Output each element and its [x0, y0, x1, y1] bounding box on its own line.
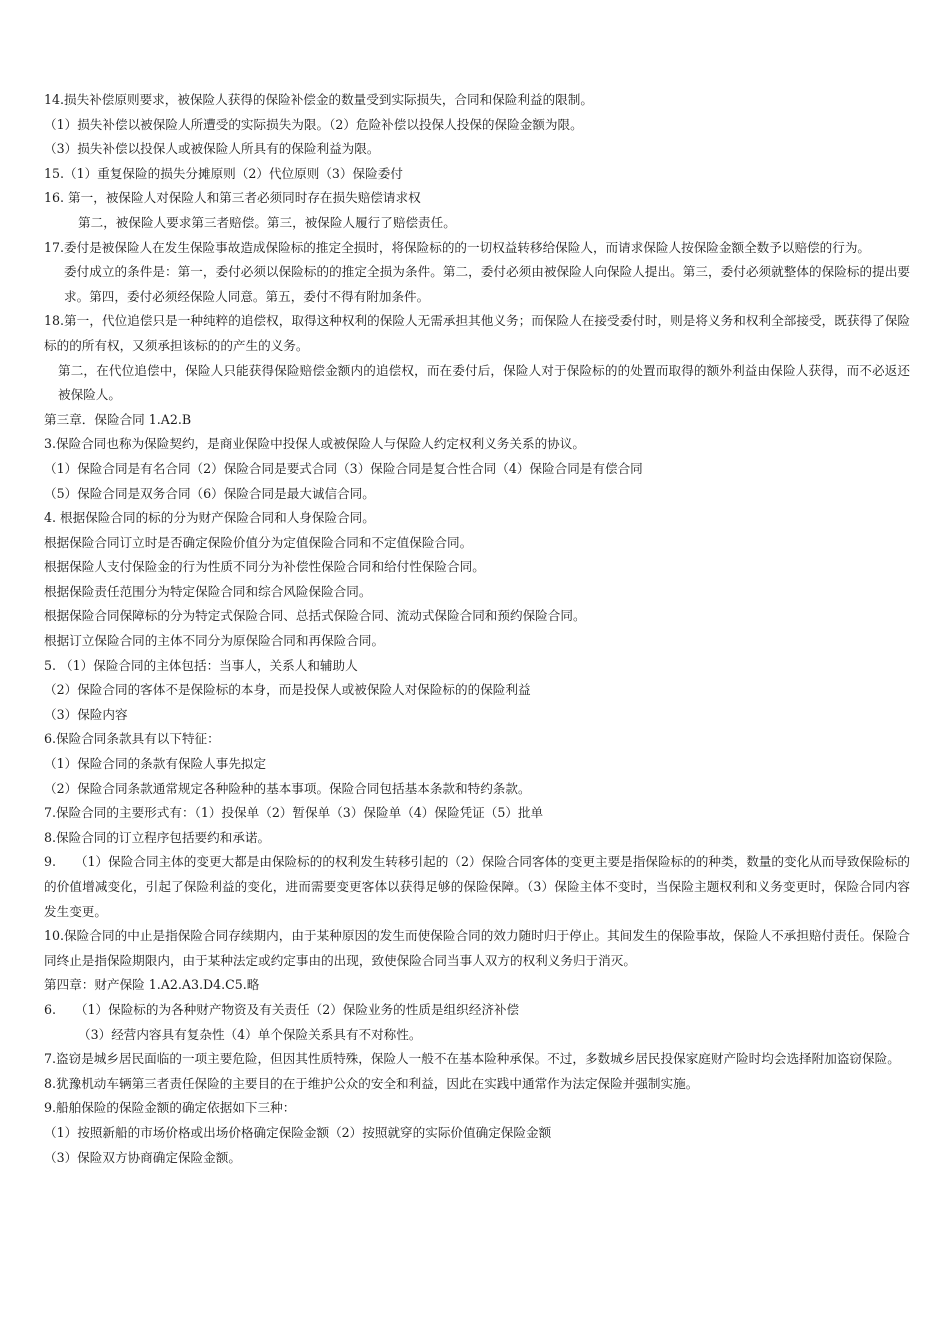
text-line: 根据保险合同保障标的分为特定式保险合同、总括式保险合同、流动式保险合同和预约保险合同。 — [44, 608, 586, 624]
text-line: 8.保险合同的订立程序包括要约和承诺。 — [44, 829, 271, 845]
text-line: 第三章．保险合同 1.A2.B — [44, 411, 192, 427]
text-line: 7.盗窃是城乡居民面临的一项主要危险，但因其性质特殊，保险人一般不在基本险种承保。不过，多数城乡居民投保家庭财产险时均会选择附加盗窃保险。 — [44, 1051, 900, 1067]
text-line: （1）按照新船的市场价格或出场价格确定保险金额（2）按照就穿的实际价值确定保险金额 — [44, 1124, 552, 1140]
text-line: （3）保险双方协商确定保险金额。 — [44, 1149, 241, 1165]
text-line: （2）保险合同的客体不是保险标的本身，而是投保人或被保险人对保险标的的保险利益 — [44, 682, 531, 698]
text-line: （1）保险合同的条款有保险人事先拟定 — [44, 756, 267, 772]
text-line: 10.保险合同的中止是指保险合同存续期内，由于某种原因的发生而使保险合同的效力随时归于停止。其间发生的保险事故，保险人不承担赔付责任。保险合同终止是指保险期限内，由于某种法定或约定事由的出现，致使保险合同当事人双方的权利义务归于消灭。 — [44, 928, 910, 968]
text-line: 根据保险人支付保险金的行为性质不同分为补偿性保险合同和给付性保险合同。 — [44, 559, 485, 575]
text-line: 委付成立的条件是：第一，委付必须以保险标的的推定全损为条件。第二，委付必须由被保险人向保险人提出。第三，委付必须就整体的保险标的提出要求。第四，委付必须经保险人同意。第五，委付不得有附加条件。 — [64, 264, 910, 304]
text-line: 18.第一，代位追偿只是一种纯粹的追偿权，取得这种权利的保险人无需承担其他义务；而保险人在接受委付时，则是将义务和权利全部接受，既获得了保险标的的所有权，又须承担该标的的产生的义务。 — [44, 313, 910, 353]
text-line: 第二，被保险人要求第三者赔偿。第三，被保险人履行了赔偿责任。 — [78, 214, 456, 230]
text-line: （3）经营内容具有复杂性（4）单个保险关系具有不对称性。 — [78, 1026, 422, 1042]
text-line: 14.损失补偿原则要求，被保险人获得的保险补偿金的数量受到实际损失，合同和保险利益的限制。 — [44, 92, 593, 107]
text-line: 5. （1）保险合同的主体包括：当事人，关系人和辅助人 — [44, 657, 358, 673]
text-line: （3）保险内容 — [44, 706, 128, 722]
text-line: 7.保险合同的主要形式有：（1）投保单（2）暂保单（3）保险单（4）保险凭证（5）批单 — [44, 805, 544, 821]
text-line: 根据保险责任范围分为特定保险合同和综合风险保险合同。 — [44, 583, 372, 599]
text-line: 第四章：财产保险 1.A2.A3.D4.C5.略 — [44, 977, 260, 993]
text-line: 15.（1）重复保险的损失分摊原则（2）代位原则（3）保险委付 — [44, 165, 403, 181]
text-line: 6. （1）保险标的为各种财产物资及有关责任（2）保险业务的性质是组织经济补偿 — [44, 1001, 520, 1017]
text-line: 9.船舶保险的保险金额的确定依据如下三种： — [44, 1100, 296, 1116]
text-line: 根据保险合同订立时是否确定保险价值分为定值保险合同和不定值保险合同。 — [44, 534, 473, 550]
text-line: 第二，在代位追偿中，保险人只能获得保险赔偿金额内的追偿权，而在委付后，保险人对于保险标的的处置而取得的额外利益由保险人获得，而不必返还被保险人。 — [58, 362, 910, 403]
text-line: 根据订立保险合同的主体不同分为原保险合同和再保险合同。 — [44, 633, 385, 649]
text-line: （1）损失补偿以被保险人所遭受的实际损失为限。（2）危险补偿以投保人投保的保险金额为限。 — [44, 116, 583, 132]
document-body — [44, 88, 910, 1170]
text-line: 4. 根据保险合同的标的分为财产保险合同和人身保险合同。 — [44, 510, 375, 526]
text-line: 16. 第一，被保险人对保险人和第三者必须同时存在损失赔偿请求权 — [44, 190, 421, 206]
text-line: 3.保险合同也称为保险契约，是商业保险中投保人或被保险人与保险人约定权利义务关系的协议。 — [44, 436, 585, 452]
text-line: （5）保险合同是双务合同（6）保险合同是最大诚信合同。 — [44, 485, 375, 501]
text-line: 17.委付是被保险人在发生保险事故造成保险标的推定全损时，将保险标的的一切权益转移给保险人，而请求保险人按保险金额全数予以赔偿的行为。 — [44, 239, 871, 255]
text-line: （2）保险合同条款通常规定各种险种的基本事项。保险合同包括基本条款和特约条款。 — [44, 780, 531, 796]
text-line: 8.犹豫机动车辆第三者责任保险的主要目的在于维护公众的安全和利益，因此在实践中通常作为法定保险并强制实施。 — [44, 1075, 699, 1091]
text-line: 6.保险合同条款具有以下特征： — [44, 731, 220, 747]
text-line: （1）保险合同是有名合同（2）保险合同是要式合同（3）保险合同是复合性合同（4）保险合同是有偿合同 — [44, 460, 643, 476]
text-line: 9. （1）保险合同主体的变更大都是由保险标的的权利发生转移引起的（2）保险合同客体的变更主要是指保险标的的种类，数量的变化从而导致保险标的的价值增减变化，引起了保险利益的变化，进而需要变更客体以获得足够的保险保障。（3）保险主体不变时，当保险主题权利和义务变更时，保险合同内容发生变更。 — [44, 854, 910, 919]
text-line: （3）损失补偿以投保人或被保险人所具有的保险利益为限。 — [44, 141, 380, 157]
